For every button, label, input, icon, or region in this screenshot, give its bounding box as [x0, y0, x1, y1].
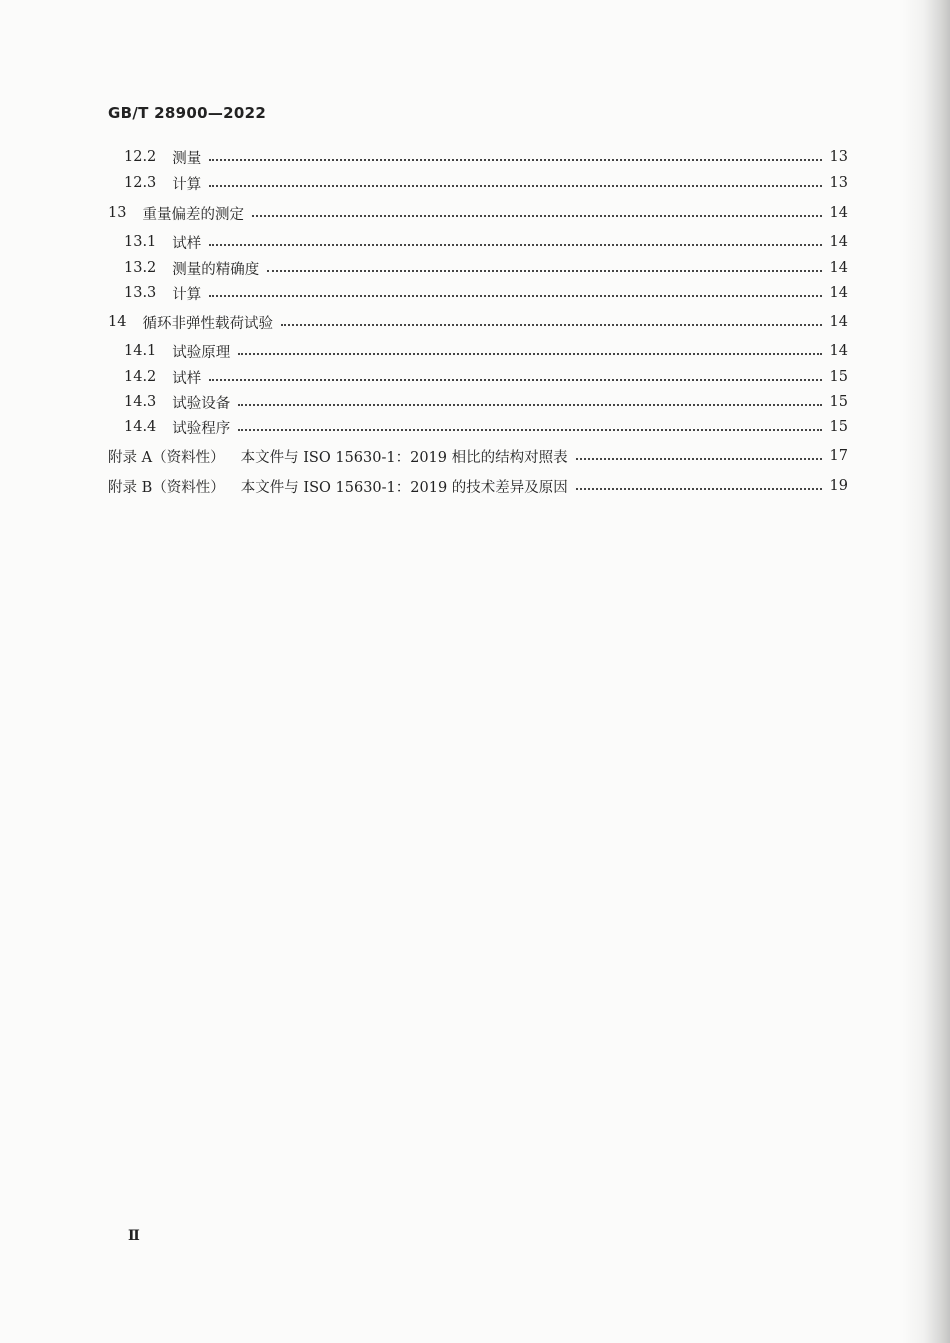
toc-entry-page: 19 [829, 478, 848, 494]
toc-entry-title: 试验程序 [172, 420, 231, 437]
toc-entry-number: 附录 B（资料性） [108, 479, 225, 496]
toc-dot-leader [209, 244, 821, 246]
toc-entry-number: 12.3 [124, 175, 157, 191]
toc-entry-title: 试验设备 [172, 395, 231, 412]
toc-entry-title: 本文件与 ISO 15630-1：2019 相比的结构对照表 [240, 449, 568, 466]
toc-entry-page: 17 [829, 448, 848, 464]
toc-entry-page: 14 [829, 260, 848, 276]
toc-entry-number: 12.2 [124, 149, 157, 165]
toc-entry-number: 13.2 [124, 260, 157, 276]
toc-entry-13[interactable] [108, 202, 848, 224]
toc-entry-page: 14 [829, 285, 848, 301]
toc-dot-leader [209, 159, 821, 161]
toc-entry-13-2[interactable] [108, 257, 848, 279]
toc-entry-12-2[interactable] [108, 146, 848, 168]
document-number: GB/T 28900—2022 [108, 104, 267, 122]
toc-entry-14-3[interactable] [108, 391, 848, 413]
toc-entry-14-2[interactable] [108, 366, 848, 388]
toc-entry-title: 试验原理 [172, 344, 231, 361]
toc-entry-page: 14 [829, 205, 848, 221]
toc-dot-leader [267, 270, 821, 272]
toc-entry-page: 13 [829, 175, 848, 191]
toc-entry-title: 计算 [172, 286, 202, 303]
toc-entry-page: 14 [829, 343, 848, 359]
toc-entry-page: 14 [829, 234, 848, 250]
toc-entry-number: 附录 A（资料性） [108, 449, 225, 466]
toc-entry-title: 试样 [172, 235, 202, 252]
toc-dot-leader [209, 379, 821, 381]
toc-entry-title: 计算 [172, 176, 202, 193]
toc-entry-title: 循环非弹性载荷试验 [142, 315, 273, 332]
toc-dot-leader [252, 215, 822, 217]
toc-dot-leader [576, 458, 822, 460]
toc-dot-leader [209, 295, 821, 297]
toc-dot-leader [576, 488, 822, 490]
toc-dot-leader [281, 324, 822, 326]
toc-dot-leader [238, 404, 821, 406]
toc-entry-number: 14.2 [124, 369, 157, 385]
toc-dot-leader [238, 353, 821, 355]
toc-entry-page: 15 [829, 369, 848, 385]
toc-entry-appendix-a[interactable] [108, 445, 848, 467]
toc-dot-leader [238, 429, 821, 431]
toc-entry-title: 重量偏差的测定 [142, 206, 244, 223]
toc-entry-number: 13.3 [124, 285, 157, 301]
toc-entry-number: 14 [108, 314, 127, 330]
scan-edge-shadow [902, 0, 950, 1343]
toc-entry-page: 14 [829, 314, 848, 330]
toc-entry-number: 13 [108, 205, 127, 221]
toc-entry-title: 试样 [172, 370, 202, 387]
toc-entry-appendix-b[interactable] [108, 475, 848, 497]
toc-dot-leader [209, 185, 821, 187]
toc-entry-page: 15 [829, 394, 848, 410]
toc-entry-number: 14.4 [124, 419, 157, 435]
toc-entry-title: 测量的精确度 [172, 261, 260, 278]
toc-entry-title: 测量 [172, 150, 202, 167]
toc-entry-13-1[interactable] [108, 231, 848, 253]
toc-entry-page: 13 [829, 149, 848, 165]
toc-entry-14[interactable] [108, 311, 848, 333]
toc-entry-number: 14.1 [124, 343, 157, 359]
toc-entry-13-3[interactable] [108, 282, 848, 304]
toc-entry-number: 14.3 [124, 394, 157, 410]
toc-entry-title: 本文件与 ISO 15630-1：2019 的技术差异及原因 [240, 479, 568, 496]
toc-entry-12-3[interactable] [108, 172, 848, 194]
toc-entry-14-1[interactable] [108, 340, 848, 362]
page-number: Ⅱ [128, 1228, 140, 1244]
toc-entry-14-4[interactable] [108, 416, 848, 438]
toc-entry-number: 13.1 [124, 234, 157, 250]
toc-entry-page: 15 [829, 419, 848, 435]
